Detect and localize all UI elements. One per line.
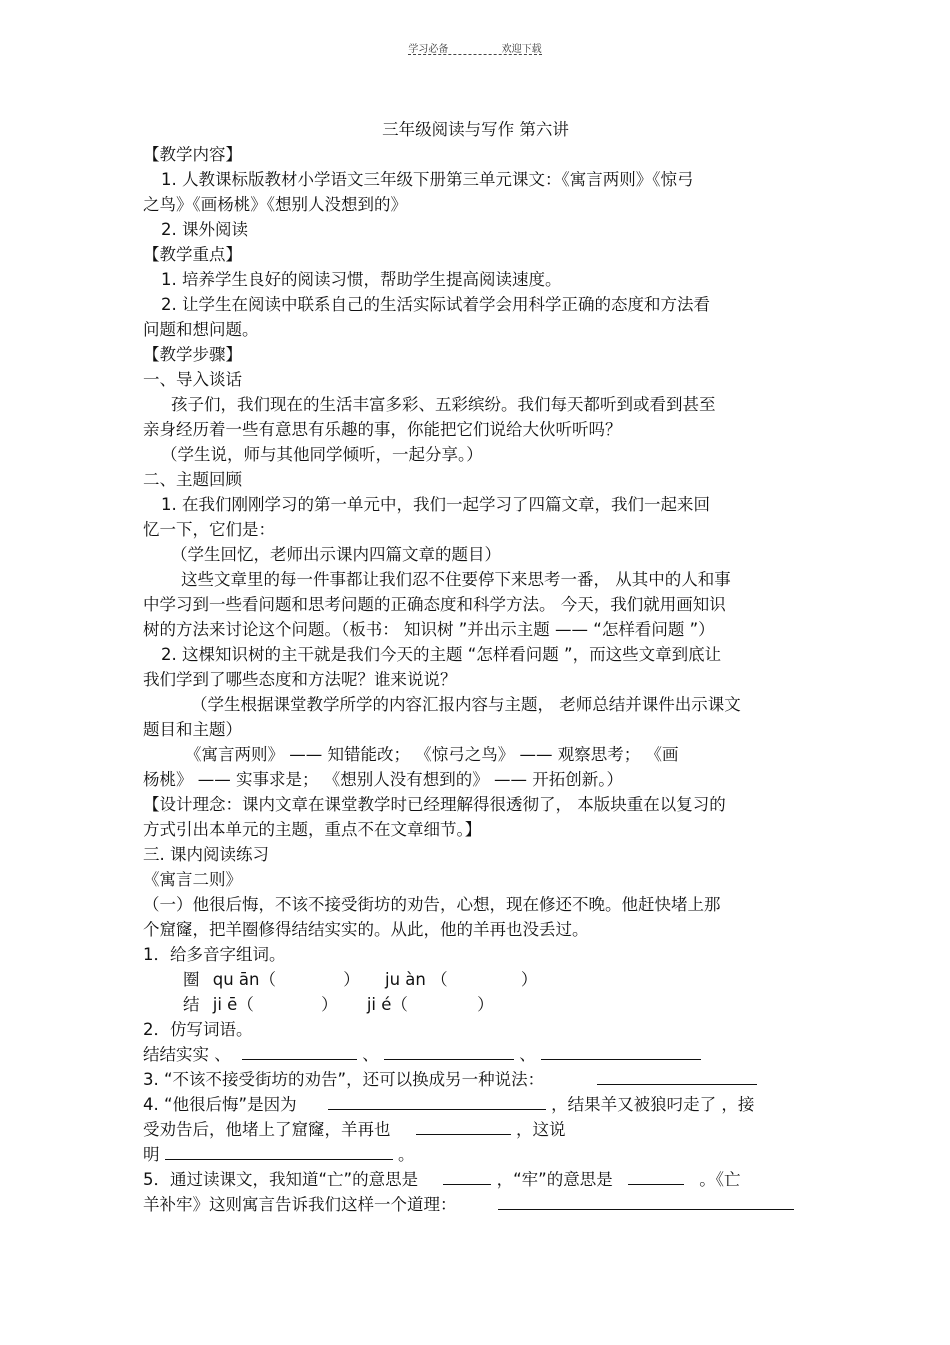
pinyin-row-jie [143,992,808,1017]
question-text: 。《亡 [699,1170,741,1189]
text-line: 2. 让学生在阅读中联系自己的生活实际试着学会用科学正确的态度和方法看 [161,295,710,314]
page-title: 三年级阅读与写作 第六讲 [382,120,569,139]
pinyin-label: ji é（ [366,995,408,1014]
separator: 、 [519,1045,536,1064]
text-line: 亲身经历着一些有意思有乐趣的事，你能把它们说给大伙听听吗？ [143,420,622,439]
header-left: 学习必备 [408,44,449,55]
question-4 [143,1092,808,1117]
document-body [143,117,808,1217]
question-2: 2．仿写词语。 [143,1020,253,1039]
text-line: 1. 人教课标版教材小学语文三年级下册第三单元课文：《寓言两则》《惊弓 [161,170,694,189]
question-3 [143,1067,808,1092]
section-heading: 【教学内容】 [143,145,242,164]
section-heading: 一、导入谈话 [143,370,242,389]
imitation-line [143,1042,808,1067]
answer-blank[interactable] [541,1043,701,1060]
question-text: 。 [398,1145,415,1164]
text-line: 题目和主题） [143,720,242,739]
example-word: 结结实实 、 [143,1045,231,1064]
text-line: （一）他很后悔，不该不接受街坊的劝告，心想，现在修还不晚。他赶快堵上那 [143,895,721,914]
paren-close: ） [520,970,538,989]
pinyin-label: ji ē（ [212,995,254,1014]
question-1: 1．给多音字组词。 [143,945,286,964]
answer-blank[interactable] [328,1093,546,1110]
text-line: 杨桃》 —— 实事求是； 《想别人没有想到的》 —— 开拓创新。） [143,770,623,789]
question-4-cont [143,1117,808,1142]
text-line: 这些文章里的每一件事都让我们忍不住要停下来思考一番， 从其中的人和事 [181,570,731,589]
text-line: （学生回忆，老师出示课内四篇文章的题目） [171,545,501,564]
answer-blank[interactable] [498,1193,794,1210]
question-text: 4. “他很后悔”是因为 [143,1095,297,1114]
text-line: 问题和想问题。 [143,320,259,339]
header-dashed-rule [408,54,542,55]
question-text: 3. “不该不接受街坊的劝告”，还可以换成另一种说法： [143,1070,545,1089]
text-line: 中学习到一些看问题和思考问题的正确态度和科学方法。 今天，我们就用画知识 [143,595,726,614]
section-heading: 三. 课内阅读练习 [143,845,269,864]
answer-blank[interactable] [628,1168,684,1185]
text-line: 树的方法来讨论这个问题。（板书： 知识树 ”并出示主题 —— “怎样看问题 ”） [143,620,715,639]
text-line: 《寓言两则》 —— 知错能改； 《惊弓之鸟》 —— 观察思考； 《画 [185,745,679,764]
section-heading: 二、主题回顾 [143,470,242,489]
text-line: 忆一下，它们是： [143,520,275,539]
text-line: 我们学到了哪些态度和方法呢？谁来说说？ [143,670,457,689]
question-text: 羊补牢》这则寓言告诉我们这样一个道理： [143,1195,457,1214]
pinyin-label: ju àn （ [385,970,448,989]
paren-close: ） [343,970,360,989]
text-line: 2. 课外阅读 [161,220,248,239]
text-line: 个窟窿，把羊圈修得结结实实的。从此，他的羊再也没丢过。 [143,920,589,939]
question-text: 5．通过读课文，我知道“亡”的意思是 [143,1170,419,1189]
question-text: ，“牢”的意思是 [496,1170,613,1189]
pinyin-label: qu ān（ [212,970,276,989]
text-line: 之鸟》《画杨桃》《想别人没想到的》 [143,195,407,214]
answer-blank[interactable] [165,1143,393,1160]
question-4-end [143,1142,808,1167]
question-text: ，结果羊又被狼叼走了 ，接 [551,1095,755,1114]
polyphone-char: 圈 [183,970,200,989]
question-text: 明 [143,1145,160,1164]
answer-blank[interactable] [416,1118,511,1135]
paren-close: ） [477,995,494,1014]
section-heading: 【教学步骤】 [143,345,242,364]
text-line: 孩子们，我们现在的生活丰富多彩、五彩缤纷。我们每天都听到或看到甚至 [171,395,716,414]
pinyin-row-quan [143,967,808,992]
answer-blank[interactable] [384,1043,514,1060]
answer-blank[interactable] [443,1168,491,1185]
question-5-cont [143,1192,808,1217]
question-text: ，这说 [516,1120,566,1139]
separator: 、 [362,1045,379,1064]
paren-close: ） [321,995,338,1014]
text-line: 方式引出本单元的主题，重点不在文章细节。】 [143,820,482,839]
text-line: 《寓言二则》 [143,870,242,889]
question-text: 受劝告后，他堵上了窟窿，羊再也 [143,1120,391,1139]
text-line: （学生根据课堂教学所学的内容汇报内容与主题， 老师总结并课件出示课文 [191,695,741,714]
answer-blank[interactable] [597,1068,757,1085]
page-header [0,40,950,55]
text-line: 【设计理念：课内文章在课堂教学时已经理解得很透彻了， 本版块重在以复习的 [143,795,726,814]
text-line: 1. 培养学生良好的阅读习惯，帮助学生提高阅读速度。 [161,270,562,289]
section-heading: 【教学重点】 [143,245,242,264]
text-line: 1. 在我们刚刚学习的第一单元中，我们一起学习了四篇文章，我们一起来回 [161,495,710,514]
answer-blank[interactable] [242,1043,357,1060]
polyphone-char: 结 [183,995,200,1014]
text-line: （学生说，师与其他同学倾听，一起分享。） [161,445,483,464]
header-right: 欢迎下载 [501,44,542,55]
question-5 [143,1167,808,1192]
text-line: 2. 这棵知识树的主干就是我们今天的主题 “怎样看问题 ”，而这些文章到底让 [161,645,722,664]
